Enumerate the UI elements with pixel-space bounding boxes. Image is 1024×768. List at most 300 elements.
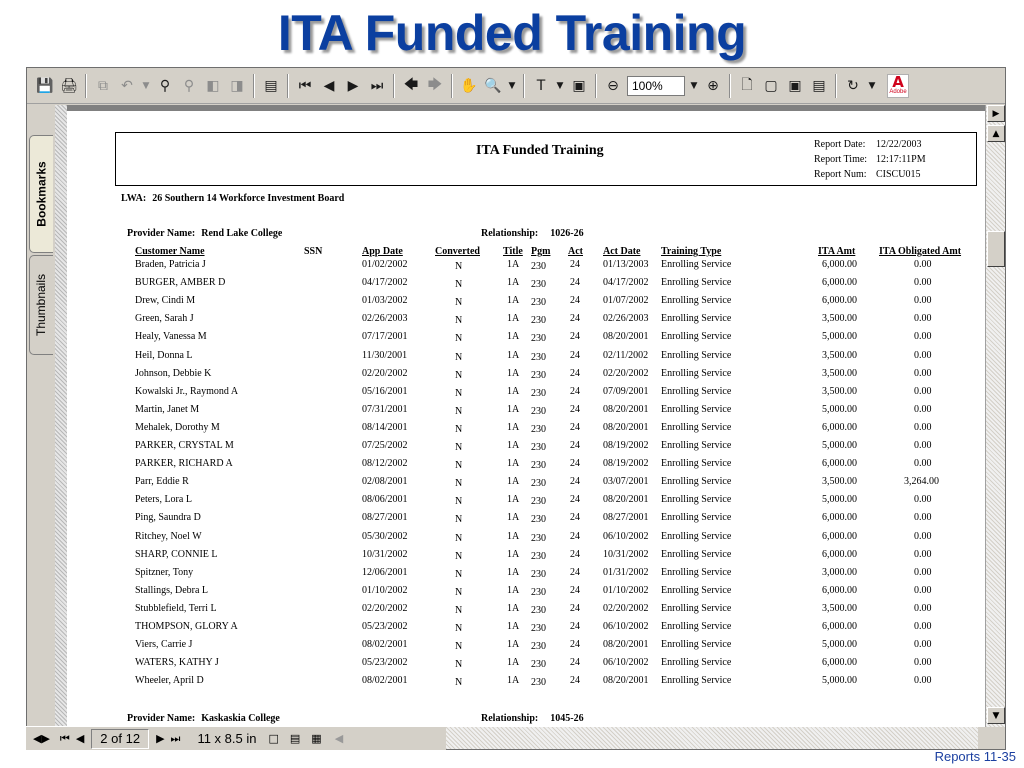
- row-title: 1A: [507, 403, 520, 415]
- page-size: 11 x 8.5 in: [197, 731, 257, 746]
- zoom-level-dropdown-icon[interactable]: ▼: [690, 80, 698, 91]
- facing-layout-icon[interactable]: ▦: [311, 732, 322, 745]
- snapshot-tool-icon[interactable]: ▣: [572, 77, 586, 94]
- row-ita-obligated-amt: 0.00: [914, 277, 932, 289]
- row-ita-amt: 5,000.00: [822, 639, 857, 651]
- row-ita-obligated-amt: 0.00: [914, 602, 932, 614]
- row-ita-obligated-amt: 0.00: [914, 675, 932, 687]
- table-row: [67, 422, 985, 440]
- row-ita-amt: 3,500.00: [822, 385, 857, 397]
- row-app-date: 01/02/2002: [362, 259, 408, 270]
- row-title: 1A: [507, 440, 520, 451]
- table-row: [67, 639, 985, 657]
- zoom-level-input[interactable]: 100%: [627, 76, 685, 96]
- row-ita-amt: 3,500.00: [822, 313, 857, 325]
- previous-page-icon[interactable]: ◀: [323, 77, 335, 94]
- scroll-up-icon[interactable]: ▲: [987, 125, 1005, 142]
- row-pgm: 230: [531, 586, 546, 598]
- row-pgm: 230: [531, 279, 546, 291]
- scroll-down-icon[interactable]: ▼: [987, 707, 1005, 724]
- row-ita-obligated-amt: 0.00: [914, 621, 932, 632]
- col-act: Act: [568, 246, 583, 257]
- provider-name-1: Rend Lake College: [201, 228, 283, 239]
- row-training-type: Enrolling Service: [661, 349, 732, 361]
- adobe-logo-icon[interactable]: [887, 74, 909, 98]
- fit-width-icon[interactable]: ▣: [788, 77, 802, 94]
- row-act: 24: [570, 277, 580, 289]
- scroll-thumb[interactable]: [987, 231, 1005, 267]
- row-app-date: 01/03/2002: [362, 295, 408, 307]
- toolbar-separator: [835, 74, 837, 98]
- table-row: [67, 603, 985, 621]
- report-meta: [814, 137, 926, 182]
- row-title: 1A: [507, 458, 520, 470]
- row-training-type: Enrolling Service: [661, 584, 732, 596]
- print-icon[interactable]: 🖨: [60, 77, 78, 94]
- row-converted: N: [455, 261, 463, 272]
- tab-bookmarks-label: Bookmarks: [34, 161, 49, 227]
- row-pgm: 230: [531, 460, 546, 472]
- row-ita-amt: 6,000.00: [822, 295, 857, 307]
- row-converted: N: [455, 532, 463, 544]
- toolbar-separator: [523, 74, 525, 98]
- rotate-view-dropdown-icon[interactable]: ▼: [868, 80, 876, 91]
- row-act: 24: [570, 259, 580, 270]
- row-ita-obligated-amt: 0.00: [914, 458, 932, 470]
- row-customer-name: BURGER, AMBER D: [135, 277, 226, 289]
- row-training-type: Enrolling Service: [661, 367, 732, 379]
- table-row: [67, 331, 985, 349]
- row-converted: N: [455, 478, 463, 490]
- table-row: [67, 657, 985, 675]
- row-customer-name: Healy, Vanessa M: [135, 331, 207, 343]
- row-pgm: 230: [531, 478, 546, 490]
- row-converted: N: [455, 641, 463, 653]
- toolbar-separator: [287, 74, 289, 98]
- row-act-date: 08/20/2001: [603, 675, 649, 687]
- row-act-date: 04/17/2002: [603, 277, 649, 289]
- reflow-icon[interactable]: ▤: [812, 77, 826, 94]
- row-converted: N: [455, 623, 463, 634]
- provider-label: Provider Name:: [127, 713, 196, 724]
- report-num: CISCU015: [876, 169, 921, 180]
- row-app-date: 07/31/2001: [362, 403, 408, 415]
- row-converted: N: [455, 297, 463, 309]
- tab-thumbnails-label: Thumbnails: [34, 273, 49, 337]
- row-app-date: 08/06/2001: [362, 494, 408, 506]
- row-title: 1A: [507, 602, 520, 614]
- row-pgm: 230: [531, 369, 546, 381]
- row-title: 1A: [507, 331, 520, 343]
- row-training-type: Enrolling Service: [661, 385, 732, 397]
- table-row: [67, 440, 985, 458]
- report-header-box: [115, 132, 977, 186]
- row-training-type: Enrolling Service: [661, 458, 732, 470]
- provider-name-2: Kaskaskia College: [201, 713, 280, 724]
- row-title: 1A: [507, 259, 520, 270]
- row-converted: N: [455, 387, 463, 399]
- row-pgm: 230: [531, 297, 546, 309]
- row-customer-name: Viers, Carrie J: [135, 639, 193, 651]
- row-converted: N: [455, 514, 463, 526]
- row-act: 24: [570, 512, 580, 524]
- toolbar-separator: [253, 74, 255, 98]
- row-training-type: Enrolling Service: [661, 621, 732, 632]
- col-ita-obligated-amt: ITA Obligated Amt: [879, 246, 962, 257]
- row-ita-obligated-amt: 0.00: [914, 494, 932, 506]
- row-ita-amt: 6,000.00: [822, 657, 857, 669]
- row-pgm: 230: [531, 261, 546, 272]
- relationship-label: Relationship:: [481, 713, 539, 724]
- row-pgm: 230: [531, 351, 546, 363]
- scroll-right-page-icon[interactable]: ▶: [987, 105, 1005, 122]
- row-act: 24: [570, 639, 580, 651]
- status-next-page-icon[interactable]: ▶: [156, 732, 165, 745]
- split-handle[interactable]: [26, 729, 57, 749]
- row-ita-amt: 3,500.00: [822, 367, 857, 379]
- col-ssn: SSN: [304, 246, 323, 257]
- single-page-layout-icon[interactable]: □: [268, 732, 279, 745]
- row-act: 24: [570, 602, 580, 614]
- hand-tool-icon[interactable]: ✋: [460, 77, 478, 94]
- row-act-date: 07/09/2001: [603, 385, 649, 397]
- row-title: 1A: [507, 476, 520, 488]
- row-customer-name: Ping, Saundra D: [135, 512, 201, 524]
- next-view-doc-icon[interactable]: ◨: [230, 77, 244, 94]
- row-ita-obligated-amt: 0.00: [914, 421, 932, 433]
- row-training-type: Enrolling Service: [661, 476, 732, 488]
- row-converted: N: [455, 351, 463, 363]
- col-converted: Converted: [435, 246, 480, 257]
- fit-page-icon[interactable]: ▢: [764, 77, 778, 94]
- status-first-page-icon[interactable]: ⏮: [59, 731, 70, 745]
- row-training-type: Enrolling Service: [661, 530, 732, 542]
- row-pgm: 230: [531, 659, 546, 671]
- row-act: 24: [570, 584, 580, 596]
- slide-title: ITA Funded Training: [277, 5, 747, 61]
- lwa-value: 26 Southern 14 Workforce Investment Board: [152, 193, 345, 204]
- row-pgm: 230: [531, 442, 546, 453]
- row-training-type: Enrolling Service: [661, 421, 732, 433]
- row-app-date: 05/30/2002: [362, 530, 408, 542]
- row-title: 1A: [507, 675, 520, 687]
- report-num-label: Report Num:: [814, 169, 867, 180]
- row-ita-amt: 3,500.00: [822, 349, 857, 361]
- table-row: [67, 621, 985, 639]
- row-ita-amt: 6,000.00: [822, 458, 857, 470]
- row-act: 24: [570, 349, 580, 361]
- row-customer-name: SHARP, CONNIE L: [135, 548, 218, 560]
- row-act: 24: [570, 458, 580, 470]
- row-act: 24: [570, 403, 580, 415]
- acrobat-window: [26, 67, 1006, 750]
- row-customer-name: Braden, Patricia J: [135, 259, 206, 270]
- row-customer-name: PARKER, CRYSTAL M: [135, 440, 234, 451]
- row-title: 1A: [507, 657, 520, 669]
- pane-divider[interactable]: [55, 105, 67, 727]
- row-ita-obligated-amt: 0.00: [914, 657, 932, 669]
- row-act-date: 08/20/2001: [603, 403, 649, 415]
- row-pgm: 230: [531, 568, 546, 580]
- table-row: [67, 458, 985, 476]
- row-title: 1A: [507, 530, 520, 542]
- row-ita-obligated-amt: 0.00: [914, 512, 932, 524]
- search-icon[interactable]: ⚲: [183, 77, 195, 94]
- lwa-line: [121, 193, 344, 204]
- row-ita-obligated-amt: 0.00: [914, 295, 932, 307]
- col-app-date: App Date: [362, 246, 403, 257]
- vertical-scrollbar[interactable]: [985, 105, 1005, 727]
- row-act-date: 06/10/2002: [603, 657, 649, 669]
- row-training-type: Enrolling Service: [661, 548, 732, 560]
- row-act-date: 01/31/2002: [603, 566, 649, 578]
- row-act-date: 08/20/2001: [603, 494, 649, 506]
- toolbar-separator: [729, 74, 731, 98]
- row-act-date: 02/26/2003: [603, 313, 649, 325]
- last-page-icon[interactable]: ⏭: [370, 77, 384, 94]
- horizontal-scrollbar[interactable]: [446, 727, 978, 749]
- row-customer-name: Green, Sarah J: [135, 313, 194, 325]
- document-view[interactable]: [67, 105, 985, 727]
- row-act: 24: [570, 566, 580, 578]
- col-training-type: Training Type: [661, 246, 722, 257]
- row-act-date: 02/11/2002: [603, 349, 649, 361]
- row-act-date: 08/27/2001: [603, 512, 649, 524]
- scroll-left-icon[interactable]: ◀: [334, 732, 344, 745]
- row-act-date: 08/19/2002: [603, 458, 649, 470]
- row-title: 1A: [507, 421, 520, 433]
- row-converted: N: [455, 423, 463, 435]
- row-converted: N: [455, 442, 463, 453]
- row-title: 1A: [507, 367, 520, 379]
- row-ita-amt: 5,000.00: [822, 494, 857, 506]
- row-customer-name: Johnson, Debbie K: [135, 367, 212, 379]
- undo-icon[interactable]: ↶: [121, 77, 133, 94]
- save-icon[interactable]: 💾: [36, 77, 54, 94]
- report-title: ITA Funded Training: [476, 143, 604, 158]
- go-forward-icon[interactable]: 🡆: [427, 76, 443, 93]
- row-converted: N: [455, 550, 463, 562]
- row-title: 1A: [507, 313, 520, 325]
- row-ita-obligated-amt: 0.00: [914, 259, 932, 270]
- row-customer-name: Kowalski Jr., Raymond A: [135, 385, 239, 397]
- row-act: 24: [570, 367, 580, 379]
- row-act-date: 08/19/2002: [603, 440, 649, 451]
- row-customer-name: Stubblefield, Terri L: [135, 602, 217, 614]
- row-customer-name: PARKER, RICHARD A: [135, 458, 233, 470]
- table-row: [67, 404, 985, 422]
- text-select-tool-icon[interactable]: T: [536, 77, 546, 94]
- row-act-date: 08/20/2001: [603, 639, 649, 651]
- tab-bookmarks[interactable]: [29, 135, 53, 253]
- table-row: [67, 494, 985, 512]
- col-pgm: Pgm: [531, 246, 551, 257]
- zoom-in-icon[interactable]: ⊕: [707, 77, 719, 94]
- row-pgm: 230: [531, 333, 546, 345]
- row-title: 1A: [507, 295, 520, 307]
- row-title: 1A: [507, 566, 520, 578]
- row-pgm: 230: [531, 423, 546, 435]
- row-ita-amt: 5,000.00: [822, 331, 857, 343]
- row-ita-obligated-amt: 0.00: [914, 313, 932, 325]
- row-pgm: 230: [531, 496, 546, 508]
- row-pgm: 230: [531, 550, 546, 562]
- row-ita-obligated-amt: 0.00: [914, 385, 932, 397]
- row-training-type: Enrolling Service: [661, 259, 732, 270]
- row-training-type: Enrolling Service: [661, 602, 732, 614]
- table-row: [67, 350, 985, 368]
- table-row: [67, 368, 985, 386]
- row-customer-name: WATERS, KATHY J: [135, 657, 219, 669]
- row-ita-amt: 3,500.00: [822, 476, 857, 488]
- row-title: 1A: [507, 639, 520, 651]
- row-act-date: 08/20/2001: [603, 331, 649, 343]
- row-training-type: Enrolling Service: [661, 512, 732, 524]
- status-previous-page-icon[interactable]: ◀: [75, 732, 85, 745]
- row-act: 24: [570, 657, 580, 669]
- col-customer-name: Customer Name: [135, 246, 205, 257]
- row-training-type: Enrolling Service: [661, 440, 732, 451]
- row-converted: N: [455, 496, 463, 508]
- lwa-label: LWA:: [121, 193, 147, 204]
- row-act: 24: [570, 385, 580, 397]
- continuous-layout-icon[interactable]: ▤: [289, 732, 301, 745]
- row-ita-obligated-amt: 0.00: [914, 349, 932, 361]
- row-act: 24: [570, 621, 580, 632]
- row-converted: N: [455, 315, 463, 327]
- navigation-pane-tabs: [27, 105, 55, 727]
- row-title: 1A: [507, 548, 520, 560]
- row-ita-amt: 5,000.00: [822, 440, 857, 451]
- zoom-tool-dropdown-icon[interactable]: ▼: [508, 80, 516, 91]
- table-row: [67, 277, 985, 295]
- row-training-type: Enrolling Service: [661, 566, 732, 578]
- row-customer-name: THOMPSON, GLORY A: [135, 621, 238, 632]
- row-app-date: 08/02/2001: [362, 675, 408, 687]
- row-pgm: 230: [531, 677, 546, 689]
- row-app-date: 11/30/2001: [362, 349, 408, 361]
- table-row: [67, 675, 985, 693]
- report-time-label: Report Time:: [814, 154, 868, 165]
- text-select-dropdown-icon[interactable]: ▼: [556, 80, 564, 91]
- row-title: 1A: [507, 621, 520, 632]
- row-title: 1A: [507, 385, 520, 397]
- row-app-date: 05/16/2001: [362, 385, 408, 397]
- row-act-date: 02/20/2002: [603, 367, 649, 379]
- row-title: 1A: [507, 277, 520, 289]
- row-act-date: 01/10/2002: [603, 584, 649, 596]
- row-customer-name: Stallings, Debra L: [135, 584, 209, 596]
- row-customer-name: Drew, Cindi M: [135, 295, 196, 307]
- row-customer-name: Parr, Eddie R: [135, 476, 189, 488]
- row-customer-name: Ritchey, Noel W: [135, 530, 202, 542]
- row-act-date: 01/07/2002: [603, 295, 649, 307]
- row-app-date: 05/23/2002: [362, 621, 408, 632]
- row-act: 24: [570, 675, 580, 687]
- row-pgm: 230: [531, 641, 546, 653]
- find-icon[interactable]: ⚲: [159, 77, 171, 94]
- row-ita-amt: 6,000.00: [822, 530, 857, 542]
- row-ita-amt: 6,000.00: [822, 621, 857, 632]
- row-converted: N: [455, 568, 463, 580]
- row-act: 24: [570, 494, 580, 506]
- row-act: 24: [570, 295, 580, 307]
- toolbar: [27, 68, 1005, 104]
- undo-dropdown-icon[interactable]: ▼: [142, 80, 150, 91]
- row-app-date: 04/17/2002: [362, 277, 408, 289]
- go-back-icon[interactable]: 🡄: [403, 76, 419, 93]
- zoom-out-icon[interactable]: ⊖: [607, 77, 619, 94]
- page-number-field[interactable]: 2 of 12: [91, 729, 149, 749]
- split-handle-icon[interactable]: ◀▶: [33, 732, 50, 745]
- row-ita-obligated-amt: 0.00: [914, 566, 932, 578]
- row-app-date: 02/20/2002: [362, 602, 408, 614]
- relationship-value-1: 1026-26: [550, 228, 584, 239]
- row-pgm: 230: [531, 387, 546, 399]
- row-act: 24: [570, 530, 580, 542]
- row-act: 24: [570, 331, 580, 343]
- row-title: 1A: [507, 584, 520, 596]
- row-app-date: 12/06/2001: [362, 566, 408, 578]
- row-pgm: 230: [531, 315, 546, 327]
- relationship-label: Relationship:: [481, 228, 539, 239]
- report-page: [67, 105, 985, 727]
- toolbar-separator: [451, 74, 453, 98]
- first-page-icon[interactable]: ⏮: [298, 77, 312, 94]
- row-training-type: Enrolling Service: [661, 295, 732, 307]
- toolbar-separator: [85, 74, 87, 98]
- row-ita-obligated-amt: 3,264.00: [904, 476, 939, 488]
- row-ita-amt: 5,000.00: [822, 403, 857, 415]
- row-training-type: Enrolling Service: [661, 331, 732, 343]
- table-row: [67, 549, 985, 567]
- row-converted: N: [455, 333, 463, 345]
- table-row: [67, 295, 985, 313]
- row-act: 24: [570, 476, 580, 488]
- table-row: [67, 476, 985, 494]
- row-ita-amt: 6,000.00: [822, 421, 857, 433]
- copy-icon[interactable]: ⧉: [98, 77, 108, 94]
- show-navigation-pane-icon[interactable]: ▤: [264, 77, 278, 94]
- row-ita-obligated-amt: 0.00: [914, 584, 932, 596]
- row-converted: N: [455, 604, 463, 616]
- row-app-date: 08/14/2001: [362, 421, 408, 433]
- next-page-icon[interactable]: ▶: [347, 77, 359, 94]
- row-app-date: 05/23/2002: [362, 657, 408, 669]
- row-training-type: Enrolling Service: [661, 675, 732, 687]
- previous-view-doc-icon[interactable]: ◧: [206, 77, 220, 94]
- row-app-date: 07/17/2001: [362, 331, 408, 343]
- relationship-value-2: 1045-26: [550, 713, 584, 724]
- row-ita-amt: 3,000.00: [822, 566, 857, 578]
- row-ita-amt: 6,000.00: [822, 512, 857, 524]
- tab-thumbnails[interactable]: [29, 255, 53, 355]
- status-last-page-icon[interactable]: ⏭: [170, 731, 181, 745]
- actual-size-icon[interactable]: 🗋: [741, 76, 753, 93]
- row-app-date: 02/26/2003: [362, 313, 408, 325]
- row-act: 24: [570, 313, 580, 325]
- table-row: [67, 386, 985, 404]
- adobe-logo-label: Adobe: [889, 89, 907, 95]
- row-customer-name: Heil, Donna L: [135, 349, 193, 361]
- zoom-tool-icon[interactable]: 🔍: [484, 77, 502, 94]
- row-act-date: 03/07/2001: [603, 476, 649, 488]
- row-title: 1A: [507, 494, 520, 506]
- rotate-view-icon[interactable]: ↻: [847, 77, 859, 94]
- row-ita-amt: 6,000.00: [822, 259, 857, 270]
- row-app-date: 08/12/2002: [362, 458, 408, 470]
- row-act-date: 06/10/2002: [603, 530, 649, 542]
